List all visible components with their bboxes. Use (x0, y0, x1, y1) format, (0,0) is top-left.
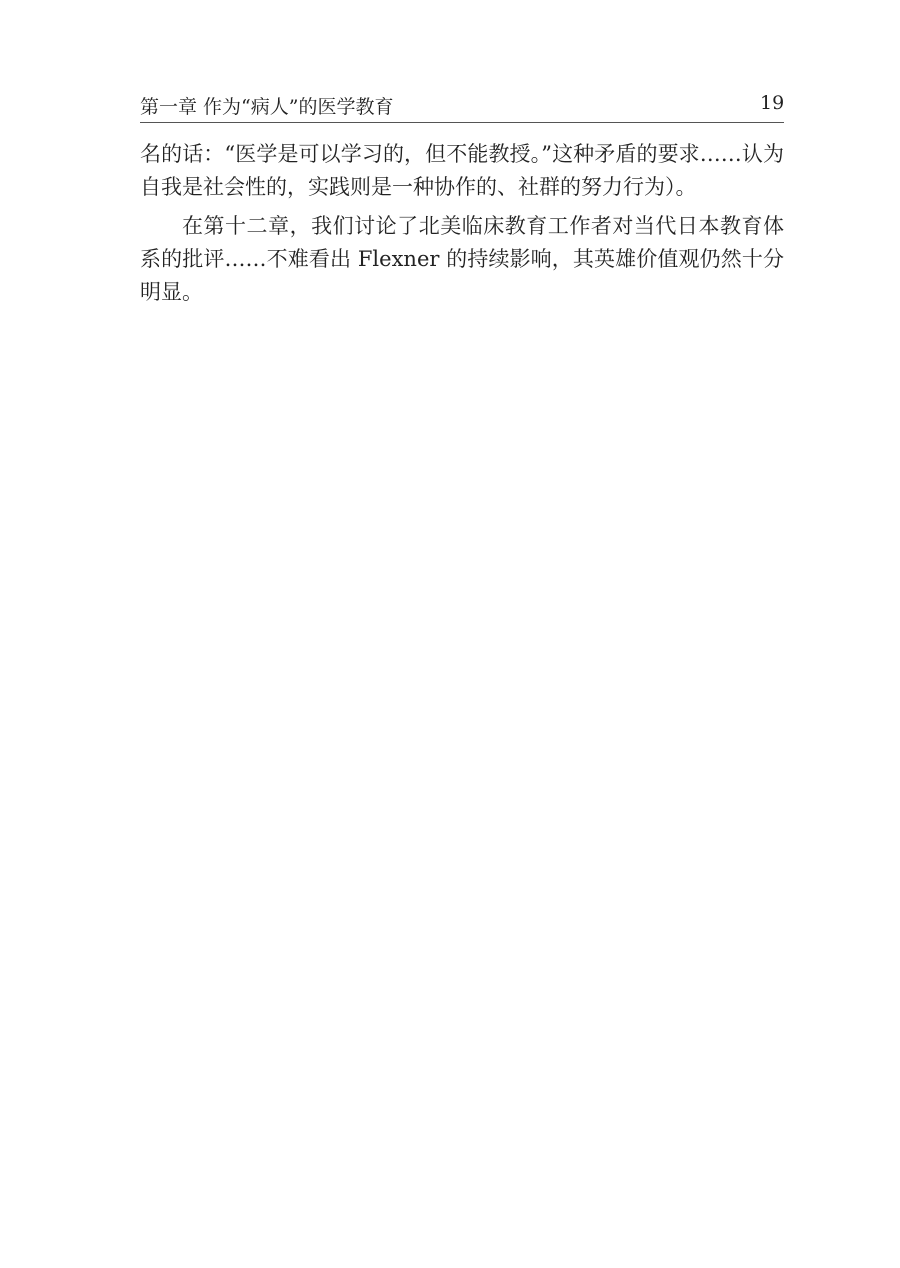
page-number: 19 (760, 92, 785, 114)
body-text (140, 138, 784, 315)
paragraph: 在第十二章，我们讨论了北美临床教育工作者对当代日本教育体系的批评……不难看出 Flexner 的持续影响，其英雄价值观仍然十分明显。 (140, 214, 784, 304)
paragraph: 名的话：“医学是可以学习的，但不能教授。”这种矛盾的要求……认为自我是社会性的，实践则是一种协作的、社群的努力行为）。 (140, 142, 784, 199)
running-header: 第一章 作为“病人”的医学教育 (140, 96, 394, 118)
header-rule (140, 122, 784, 123)
